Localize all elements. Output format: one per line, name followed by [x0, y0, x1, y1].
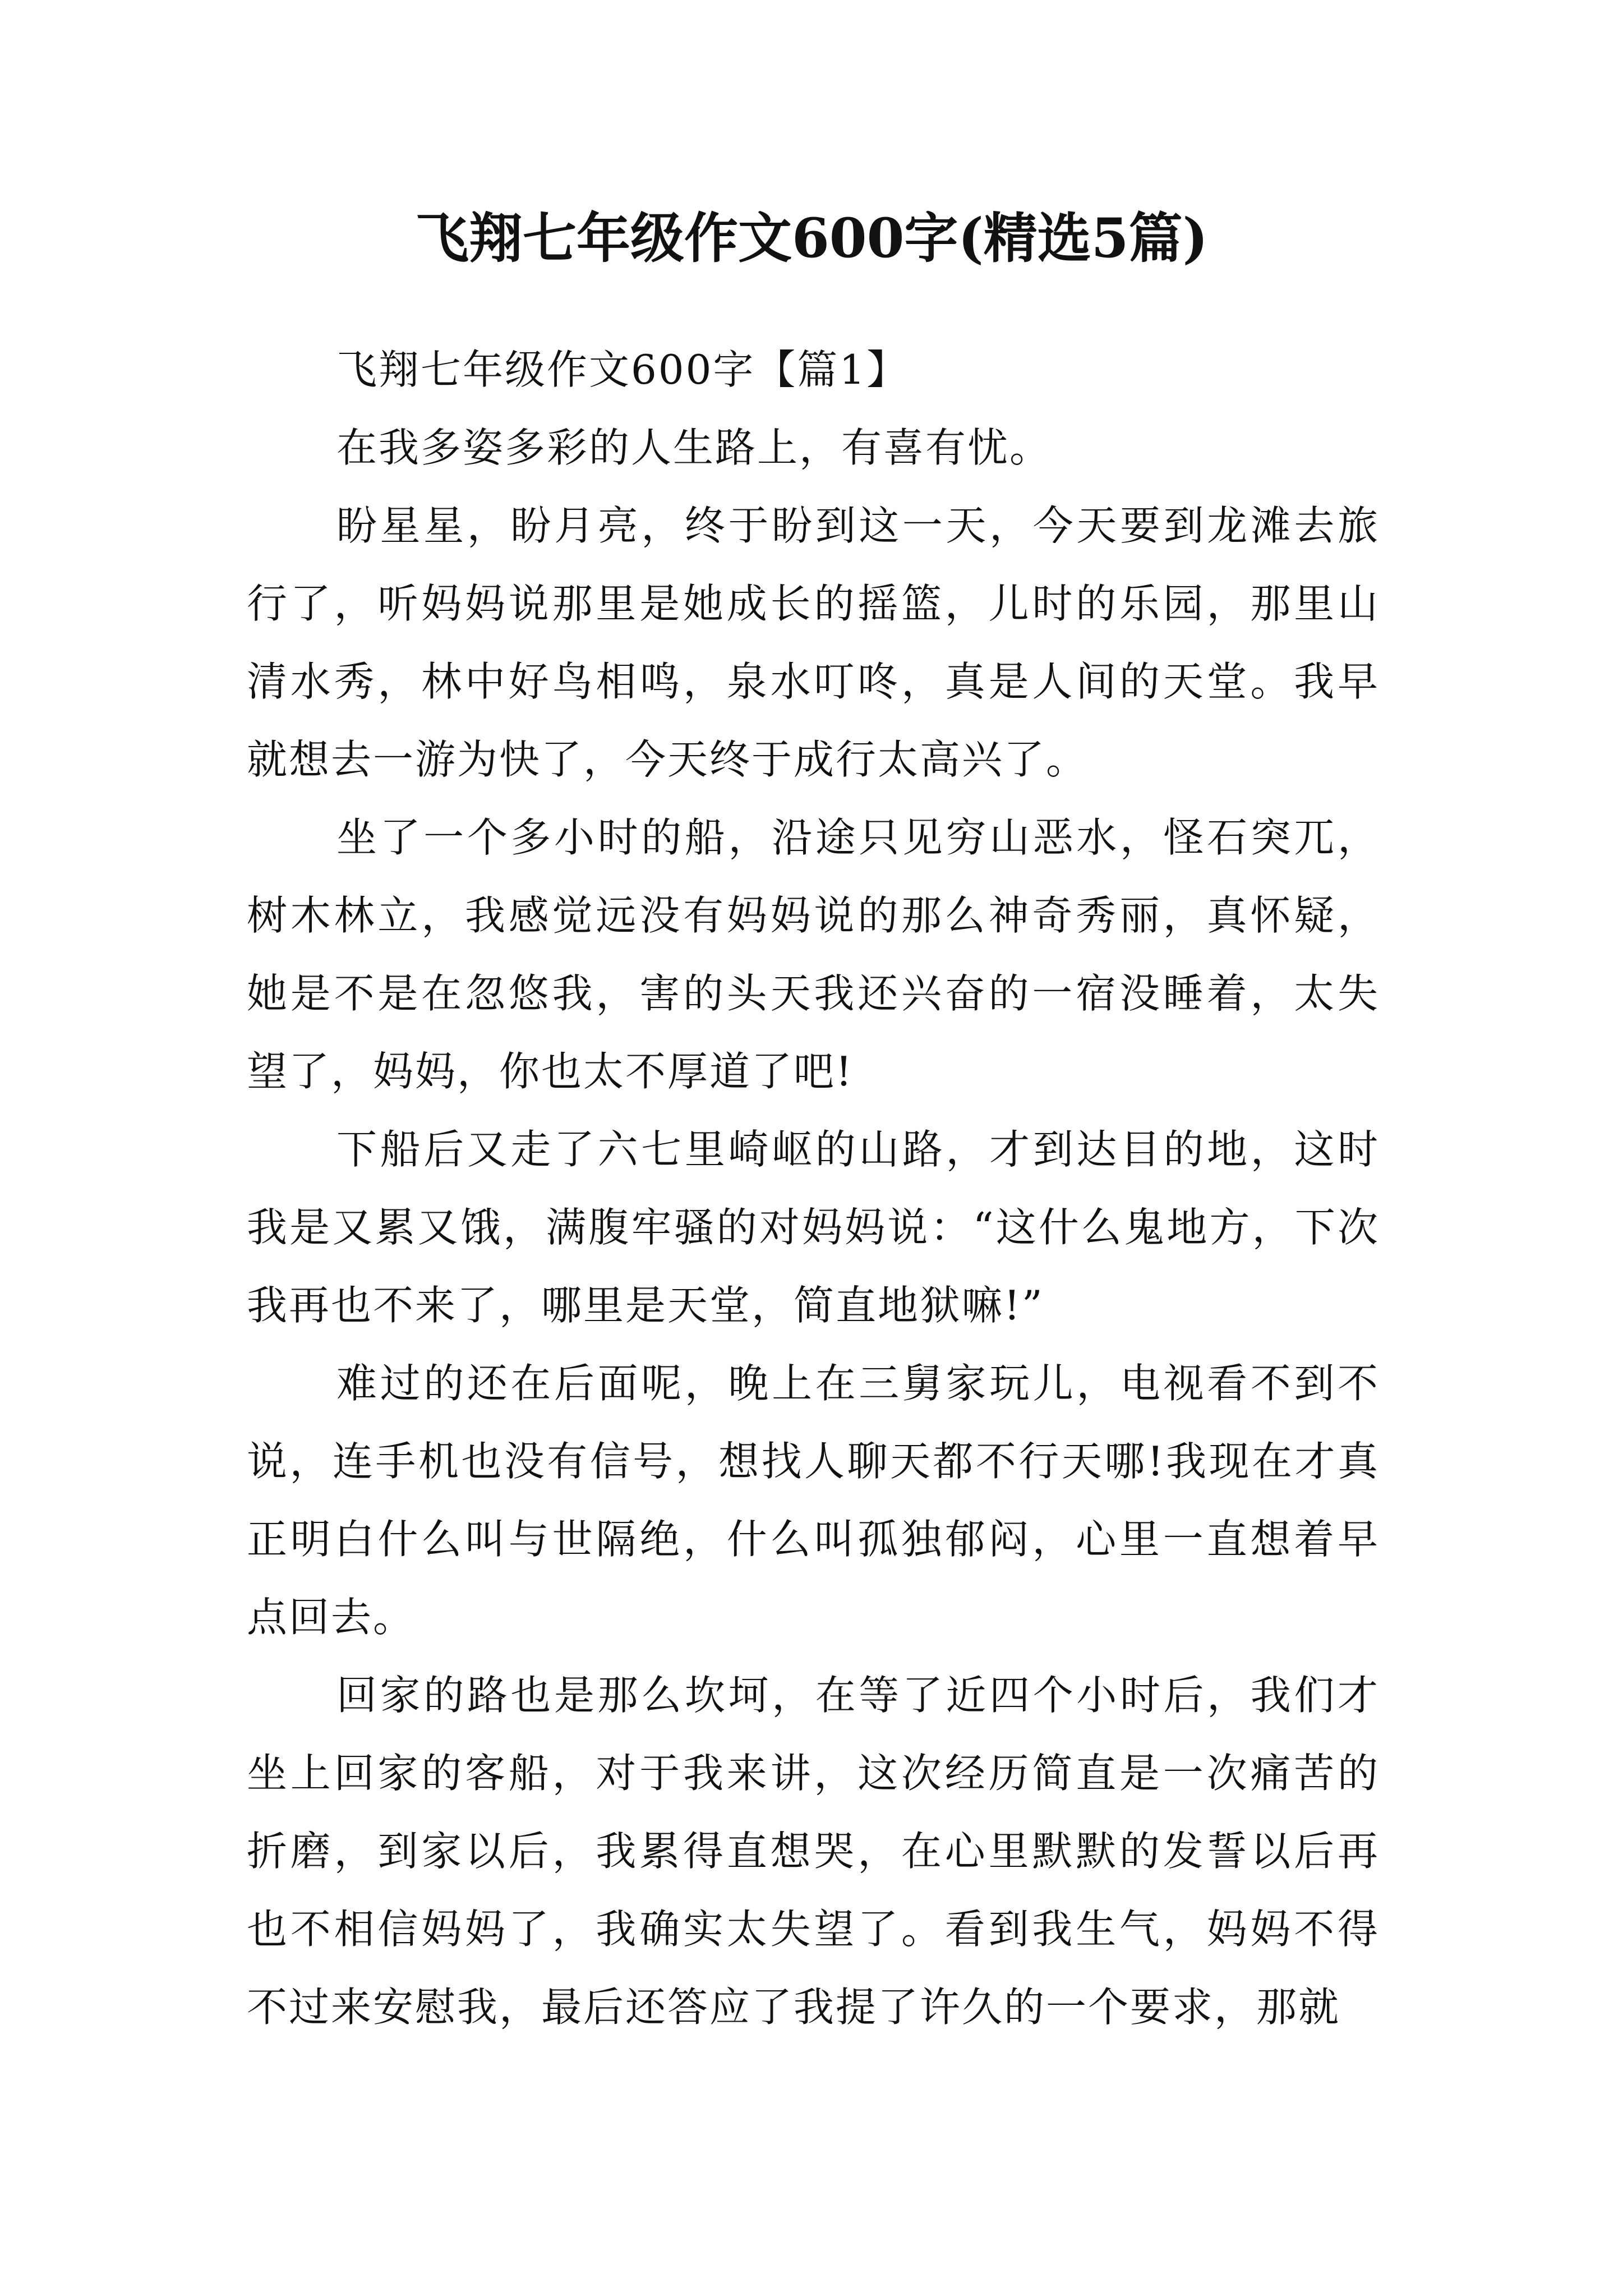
paragraph: 回家的路也是那么坎坷，在等了近四个小时后，我们才坐上回家的客船，对于我来讲，这次经历简直是一次痛苦的折磨，到家以后，我累得直想哭，在心里默默的发誓以后再也不相信妈妈了，我确实太失望了。看到我生气，妈妈不得不过来安慰我，最后还答应了我提了许久的一个要求，那就 [247, 1672, 1380, 2031]
paragraph: 盼星星，盼月亮，终于盼到这一天，今天要到龙滩去旅行了，听妈妈说那里是她成长的摇篮，儿时的乐园，那里山清水秀，林中好鸟相鸣，泉水叮咚，真是人间的天堂。我早就想去一游为快了，今天终于成行太高兴了。 [247, 502, 1380, 783]
document-body [247, 331, 1380, 2046]
paragraph: 难过的还在后面呢，晚上在三舅家玩儿，电视看不到不说，连手机也没有信号，想找人聊天都不行天哪!我现在才真正明白什么叫与世隔绝，什么叫孤独郁闷，心里一直想着早点回去。 [247, 1360, 1380, 1641]
paragraph: 下船后又走了六七里崎岖的山路，才到达目的地，这时我是又累又饿，满腹牢骚的对妈妈说：“这什么鬼地方，下次我再也不来了，哪里是天堂，简直地狱嘛!” [247, 1126, 1380, 1329]
paragraph: 坐了一个多小时的船，沿途只见穷山恶水，怪石突兀，树木林立，我感觉远没有妈妈说的那么神奇秀丽，真怀疑，她是不是在忽悠我，害的头天我还兴奋的一宿没睡着，太失望了，妈妈，你也太不厚道了吧! [247, 814, 1380, 1095]
document-title: 飞翔七年级作文600字(精选5篇) [414, 206, 1209, 270]
paragraph: 在我多姿多彩的人生路上，有喜有忧。 [336, 424, 1052, 471]
section-heading: 飞翔七年级作文600字【篇1】 [336, 346, 909, 393]
